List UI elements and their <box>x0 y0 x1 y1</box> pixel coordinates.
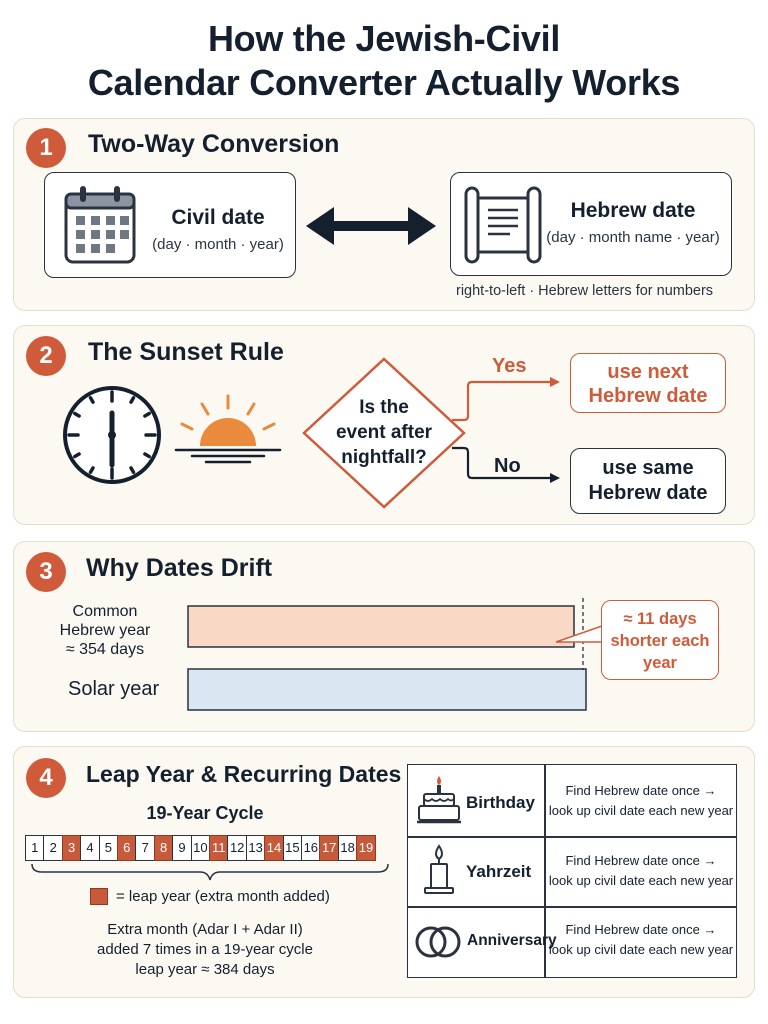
occasion-birthday-desc-line-2: look up civil date each new year <box>548 803 734 818</box>
cycle-brace <box>30 862 390 884</box>
section-4-title: Leap Year & Recurring Dates <box>86 761 402 787</box>
cycle-year-8: 8 <box>154 835 174 861</box>
cycle-year-14: 14 <box>264 835 284 861</box>
hebrew-date-label: Hebrew date <box>570 199 696 222</box>
nightfall-question-line-3: nightfall? <box>341 447 427 468</box>
cycle-year-13: 13 <box>246 835 266 861</box>
cycle-year-4: 4 <box>80 835 100 861</box>
occasion-birthday-desc <box>546 781 736 821</box>
leap-note-line-3: leap year ≈ 384 days <box>135 961 275 978</box>
occasion-anniversary-desc-line-1: Find Hebrew date once → <box>565 922 717 937</box>
leap-note <box>60 920 350 980</box>
no-result-line-1: use same <box>602 457 694 479</box>
hebrew-date-format: (day · month name · year) <box>546 229 720 246</box>
section-1-badge: 1 <box>26 128 66 168</box>
cycle-title: 19-Year Cycle <box>146 803 264 823</box>
hebrew-year-label-line-2: Hebrew year <box>59 622 151 639</box>
solar-year-label: Solar year <box>68 678 160 700</box>
hebrew-date-note: right-to-left · Hebrew letters for numbers <box>456 283 714 299</box>
cake-icon <box>416 772 462 826</box>
cycle-year-15: 15 <box>283 835 303 861</box>
cycle-year-17: 17 <box>319 835 339 861</box>
yes-result-line-2: Hebrew date <box>588 385 708 407</box>
drift-callout-line-1: ≈ 11 days <box>623 610 697 628</box>
section-3-title: Why Dates Drift <box>86 554 273 582</box>
yes-result-line-1: use next <box>607 361 689 383</box>
cycle-year-5: 5 <box>99 835 119 861</box>
no-result-line-2: Hebrew date <box>588 482 708 504</box>
candle-icon <box>422 844 456 896</box>
leap-note-line-2: added 7 times in a 19-year cycle <box>97 941 313 958</box>
drift-callout-text <box>601 608 719 674</box>
occasion-yahrzeit-desc-line-2: look up civil date each new year <box>548 873 734 888</box>
yes-label: Yes <box>492 355 527 377</box>
drift-callout-line-3: year <box>643 654 677 672</box>
hebrew-year-label-line-3: ≈ 354 days <box>65 641 145 658</box>
nightfall-question-line-2: event after <box>335 422 433 443</box>
bar-solar-year <box>188 669 586 710</box>
leap-note-line-1: Extra month (Adar I + Adar II) <box>107 921 303 938</box>
civil-date-format: (day · month · year) <box>152 236 284 253</box>
cycle-year-19: 19 <box>356 835 376 861</box>
page-title-line-1: How the Jewish-Civil <box>207 18 561 59</box>
occasion-anniversary-label: Anniversary <box>467 932 557 949</box>
cycle-year-1: 1 <box>25 835 45 861</box>
cycle-year-11: 11 <box>209 835 229 861</box>
cycle-year-16: 16 <box>301 835 321 861</box>
cycle-year-3: 3 <box>62 835 82 861</box>
table-divider-row-1 <box>407 836 737 838</box>
drift-callout-line-2: shorter each <box>610 632 710 650</box>
civil-date-label: Civil date <box>171 206 265 229</box>
occasion-anniversary-desc-line-2: look up civil date each new year <box>548 942 734 957</box>
bar-hebrew-year <box>188 606 574 647</box>
cycle-year-9: 9 <box>172 835 192 861</box>
section-1-title: Two-Way Conversion <box>88 130 340 158</box>
section-2-badge: 2 <box>26 336 66 376</box>
cycle-year-6: 6 <box>117 835 137 861</box>
occasion-birthday-label: Birthday <box>466 793 535 812</box>
cycle-year-7: 7 <box>135 835 155 861</box>
cycle-year-10: 10 <box>191 835 211 861</box>
nightfall-question-line-1: Is the <box>359 397 409 418</box>
no-label: No <box>494 455 521 477</box>
table-divider-row-2 <box>407 906 737 908</box>
occasion-yahrzeit-desc <box>546 851 736 891</box>
occasion-yahrzeit-desc-line-1: Find Hebrew date once → <box>565 853 717 868</box>
rings-icon <box>412 922 466 962</box>
leap-legend-text: = leap year (extra month added) <box>116 888 330 905</box>
cycle-year-18: 18 <box>338 835 358 861</box>
page-title-line-2: Calendar Converter Actually Works <box>87 62 681 103</box>
hebrew-year-label-line-1: Common <box>72 603 138 620</box>
section-2-title: The Sunset Rule <box>88 338 284 366</box>
cycle-year-12: 12 <box>227 835 247 861</box>
occasion-yahrzeit-label: Yahrzeit <box>466 862 532 881</box>
occasion-birthday-desc-line-1: Find Hebrew date once → <box>565 783 717 798</box>
section-3-badge: 3 <box>26 552 66 592</box>
cycle-year-2: 2 <box>43 835 63 861</box>
section-4-badge: 4 <box>26 758 66 798</box>
leap-legend-swatch <box>90 888 108 905</box>
occasion-anniversary-desc <box>546 920 736 960</box>
